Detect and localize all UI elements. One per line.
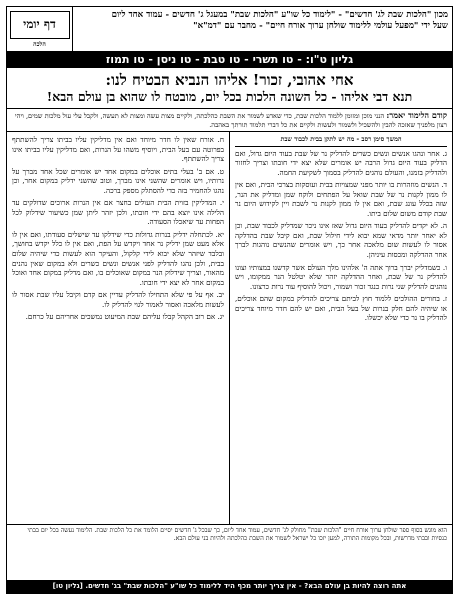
intro-text: הנני מוכן ומזומן ללמוד הלכות שבת, כדי שאדע לשמור את השבת כהלכתה, ולקיים מצות עשה ומצות לא תעשה, ולקבל עלי עול מלכות שמים, ויהי רצון מלפניך שאזכה להבין ולהשכיל ולשמור ולעשות ולקיים את כל דברי תלמוד תורתך באהבה. <box>14 112 447 129</box>
paragraph: ו. כשמדליק יברך ברוך אתה ה' אלהינו מלך העולם אשר קדשנו במצותיו וצונו להדליק נר של שבת, ואחר ההדלקה יזהר שלא יטלטל הנר ממקומו, ויש נוהגים להדליק שני נרות כנגד זכור ושמור, ויכול להוסיף עוד נרות כרצונו. <box>235 262 447 291</box>
paragraph: יא. לכתחלה ידליק בנרות גדולות כדי שידלקו עד שישלים סעודתו, ואם אין לו אלא מעט שמן ידליק נר אחד ויקדש על הפת, ואם אין לו כלל יקדש בחושך, ובלבד שיזהר שלא יבוא לידי קלקול, והעיקר הוא לעשות כדי שיהיה שלום בבית, ולכן נהגו להדליק לפני אנשים ונשים כשרים ולא במקום שאין נהנים מהאור, וצריך שידלוק הנר במקום שאוכלים בו, ואם מדליק במקום אחד ואוכל במקום אחר לא יצא ידי חובתו. <box>12 229 224 287</box>
paragraph: י. המדליקין בזוית הבית העולים בחצר אם אין הנרות ארוכים שדולקים עד הלילה אינו יוצא בהם ידי חובתו, ולכן יזהר ליתן שמן כשיעור שידלוק לכל הפחות עד שיאכלו הסעודה. <box>12 198 224 227</box>
paragraph: ז. בחורים ההולכים ללמוד חוץ לביתם צריכים להדליק במקום שהם אוכלים, או שיהיה להם חלק בנרות של בעל הבית, ואם יש להם חדר מיוחד צריכים להדליק בו נר כדי שלא יכשלו. <box>235 294 447 323</box>
paragraph: ח. אורח שאין לו חדר מיוחד ואם אין מדליקין עליו בביתו צריך להשתתף בפרוטה עם בעל הבית, ויוסיף משהו על הנרות, ואם מדליקין עליו בביתו אינו צריך להשתתף. <box>12 135 224 164</box>
footer-note: הוא מוגש בסוף ספר שולחן ערוך אורח חיים "הלכות שבת" מחולק לג' חדשים, עמוד אחד ליום, כך שבכל ג' חדשים יסיים הלומד את כל הלכות שבת. הלימוד נעשה בכל יום בבתי כנסיות ובבתי מדרשות, ובכל מקומות התורה, למען יזכו כל ישראל לשמור את השבת כהלכתה ולהיות בני עולם הבא. <box>27 527 447 542</box>
intro-prayer <box>7 109 452 132</box>
headline-line-1: אחי אהובי, זכור! אליהו הנביא הבטיח לנו: <box>105 71 354 89</box>
paragraph: ד. הנשים מוזהרות בו יותר מפני שמצויות בבית ועוסקות בצרכי הבית, ואם אין לו ממון לקנות נר של שבת שואל על הפתחים ולוקח שמן ומדליק את הנר, שזה בכלל עונג שבת, ואם אין לו ממון לקנות נר לשבת ויין לקידוש היום נר שבת קודם משום שלום ביתו. <box>235 180 447 218</box>
paragraph: ג. אחר ונהגו אנשים ונשים כשרים להדליק נר של שבת בעוד היום גדול, ואם הדליק בעוד היום גדול הרבה יש אומרים שלא יצא ידי חובתו וצריך לחזור ולהדליק בזמנו, והעולם נוהגים להדליק בסמוך לשקיעת החמה. <box>235 148 447 177</box>
content-columns <box>7 132 452 525</box>
headline-line-2: תנא דבי אליהו - כל השונה הלכות בכל יום, מובטח לו שהוא בן עולם הבא! <box>46 89 413 104</box>
paragraph: יב. אף על פי שלא התחילו להדליק עדיין אם קדם וקיבל עליו שבת אסור לו לעשות מלאכה ואסור לאמור לגוי להדליק לו. <box>12 290 224 309</box>
header-logo <box>7 7 73 51</box>
paragraph: יג. אם רוב הקהל קבלו עליהם שבת המיעוט נמשכים אחריהם על כרחם. <box>25 312 224 322</box>
footer-bar: אתה רוצה להיות בן עולם הבא? - אין צריך יותר מכף היד ללימוד כל שו"ע "הלכות שבת" בג' חדשים. [גליון טו] <box>7 580 452 593</box>
study-sheet <box>6 6 453 594</box>
logo-caption: הלכה <box>33 40 46 48</box>
header-line-1: מכון "הלכות שבת לג' חדשים" - "לימוד כל שו"ע "הלכות שבת" במעגל ג' חדשים - עמוד אחד ליום <box>111 10 448 20</box>
logo-emblem: דף יומי <box>10 11 70 39</box>
header-line-2: שעל ידי "מפעל עולמי ללימוד שולחן ערוך אורח חיים" - מחבר עם "דמ"א" <box>193 21 448 31</box>
issue-banner: גליון ט"ו: - טו תשרי - טו טבת - טו ניסן - טו תמוז <box>7 52 452 68</box>
column-right-heading: המשך סימן רסב - מה יש לתקן בבית לכבוד שבת <box>235 135 447 147</box>
headline <box>7 68 452 109</box>
header-text <box>73 7 452 51</box>
header <box>7 7 452 52</box>
column-left <box>7 132 230 524</box>
intro-lead: קודם הלימוד יאמר: <box>386 110 447 120</box>
paragraph: ט. אם ב' בעלי בתים אוכלים במקום אחד יש אומרים שכל אחד מברך על נרותיו, ויש אומרים שהשני אינו מברך, וטוב שהשני ידליק במקום אחר, וכן נהגו להחמיר בזה כדי להסתלק מספק ברכה. <box>12 166 224 195</box>
column-right <box>230 132 452 524</box>
paragraph: ה. לא יקדים להדליק בעוד היום גדול שאז אינו ניכר שמדליק לכבוד שבת, וכן לא יאחר יותר מדאי שמא יבוא לידי חילול שבת, ואם קיבל שבת בהדלקה אסור לו לעשות שום מלאכה אחר כך, ויש אומרים שהנשים נוהגות לברך אחר ההדלקה ומכסות עיניהן. <box>235 221 447 260</box>
